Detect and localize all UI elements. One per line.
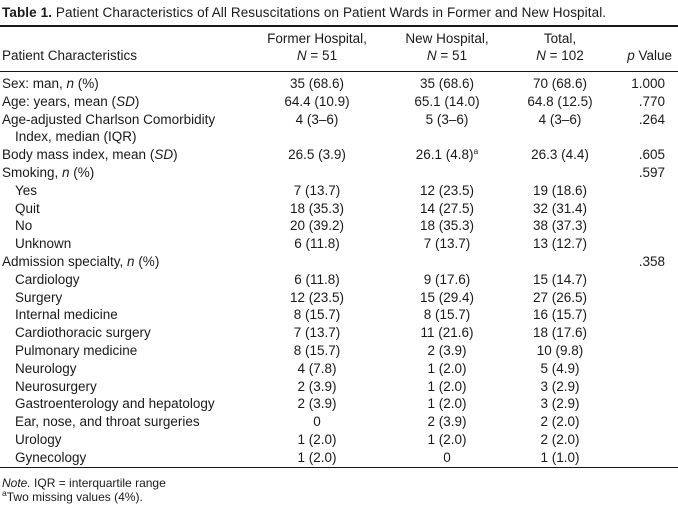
cell-total: 1 (1.0): [540, 449, 580, 465]
cell-former: 6 (11.8): [294, 271, 340, 287]
cell-new-hospital: 2 (3.9): [427, 414, 467, 430]
cell-label: Internal medicine: [15, 307, 118, 323]
cell-p-value: [616, 413, 678, 431]
cell-p-value: [616, 289, 678, 307]
cell-new-hospital: 1 (2.0): [427, 360, 467, 376]
cell-p-value: [616, 360, 678, 378]
cell-p-value: .264: [638, 111, 665, 127]
cell-p-value: [616, 395, 678, 413]
cell-former: 2 (3.9): [297, 396, 337, 412]
cell-former: 7 (13.7): [293, 325, 341, 341]
cell-new-hospital: 26.1 (4.8)$^a$: [415, 146, 479, 163]
cell-former: 6 (11.8): [294, 236, 340, 252]
cell-new-hospital: 7 (13.7): [423, 236, 471, 252]
cell-label: Cardiothoracic surgery: [15, 325, 151, 341]
cell-label: Quit: [15, 200, 40, 216]
cell-p-value: [616, 324, 678, 342]
cell-total: 19 (18.6): [532, 182, 588, 198]
cell-p-value: .358: [638, 253, 665, 269]
cell-new-hospital: 65.1 (14.0): [414, 93, 480, 109]
table-row: [0, 146, 678, 164]
cell-new-hospital: 15 (29.4): [419, 289, 475, 305]
cell-new-hospital: 9 (17.6): [423, 271, 471, 287]
cell-total: 18 (17.6): [532, 325, 588, 341]
cell-new-hospital: 0: [443, 449, 451, 465]
cell-former: [244, 164, 390, 182]
cell-former: 64.4 (10.9): [284, 93, 350, 109]
table-footnotes: [2, 476, 678, 505]
cell-total: 3 (2.9): [540, 396, 580, 412]
table-row: [0, 200, 678, 218]
cell-label: Urology: [15, 431, 62, 447]
cell-total: 32 (31.4): [532, 200, 588, 216]
cell-total: [504, 253, 616, 271]
table-row: [0, 395, 678, 413]
cell-new-hospital: 35 (68.6): [419, 76, 475, 91]
table-row: [0, 289, 678, 307]
cell-former: 35 (68.6): [289, 76, 345, 91]
cell-p-value: .770: [638, 93, 665, 109]
table-title-text: Patient Characteristics of All Resuscitations on Patient Wards in Former and New Hospital.: [52, 5, 607, 20]
cell-label: Neurosurgery: [15, 378, 97, 394]
cell-p-value: .605: [638, 147, 665, 163]
table-row: [0, 449, 678, 467]
cell-p-value: .597: [638, 164, 665, 180]
cell-p-value: [616, 182, 678, 200]
cell-total: 3 (2.9): [540, 378, 580, 394]
cell-former: 18 (35.3): [289, 200, 345, 216]
cell-label: Age-adjusted Charlson Comorbidity Index, median (IQR): [2, 111, 216, 145]
table-header: [0, 26, 678, 72]
cell-former: 12 (23.5): [289, 289, 345, 305]
cell-new-hospital: 1 (2.0): [427, 378, 467, 394]
cell-total: 16 (15.7): [532, 307, 588, 323]
table-row: [0, 413, 678, 431]
cell-former: 8 (15.7): [293, 307, 341, 323]
table-row: [0, 253, 678, 271]
cell-former: 4 (7.8): [297, 360, 337, 376]
cell-total: [504, 164, 616, 182]
table-row: [0, 235, 678, 253]
cell-new-hospital: 8 (15.7): [423, 307, 471, 323]
cell-label: Sex: man, n (%): [2, 76, 99, 91]
cell-former: 7 (13.7): [293, 182, 341, 198]
cell-label: Ear, nose, and throat surgeries: [15, 414, 200, 430]
footnote-marker: a: [473, 146, 479, 157]
table-caption: [2, 4, 678, 21]
cell-total: 2 (2.0): [540, 431, 580, 447]
cell-new-hospital: 11 (21.6): [420, 325, 474, 341]
patient-characteristics-table: [0, 25, 678, 468]
cell-total: 38 (37.3): [532, 218, 588, 234]
table-row: [0, 164, 678, 182]
cell-p-value: [616, 342, 678, 360]
cell-former: 20 (39.2): [289, 218, 345, 234]
cell-former: 1 (2.0): [297, 449, 337, 465]
footnote-note: Note. IQR = interquartile range: [2, 475, 166, 490]
cell-p-value: [616, 449, 678, 467]
cell-new-hospital: 1 (2.0): [427, 396, 467, 412]
cell-p-value: [616, 271, 678, 289]
cell-former: 0: [313, 414, 321, 430]
cell-former: 4 (3–6): [295, 111, 339, 127]
footnote-a: $^a$Two missing values (4%).: [2, 488, 143, 505]
column-header-p-value: p Value: [616, 26, 678, 72]
cell-label: Gastroenterology and hepatology: [15, 396, 215, 412]
cell-total: 27 (26.5): [532, 289, 588, 305]
cell-total: 15 (14.7): [532, 271, 588, 287]
table-row: [0, 342, 678, 360]
cell-total: 10 (9.8): [536, 342, 584, 358]
cell-p-value: [616, 200, 678, 218]
cell-label: Age: years, mean (SD): [2, 93, 140, 109]
cell-new-hospital: 2 (3.9): [427, 342, 467, 358]
table-row: [0, 111, 678, 147]
column-header-total: Total, N = 102: [504, 26, 616, 72]
cell-new-hospital: [390, 164, 504, 182]
cell-total: 64.8 (12.5): [527, 93, 593, 109]
cell-p-value: [616, 217, 678, 235]
cell-former: 1 (2.0): [297, 431, 337, 447]
cell-label: Admission specialty, n (%): [2, 253, 160, 269]
cell-new-hospital: 14 (27.5): [419, 200, 475, 216]
table-row: [0, 360, 678, 378]
table-row: [0, 271, 678, 289]
cell-former: 26.5 (3.9): [288, 147, 346, 163]
cell-label: Neurology: [15, 360, 77, 376]
cell-total: 70 (68.6): [532, 76, 588, 91]
cell-label: Pulmonary medicine: [15, 342, 138, 358]
column-header-patient-characteristics: Patient Characteristics: [0, 26, 244, 72]
cell-p-value: [616, 378, 678, 396]
cell-new-hospital: 18 (35.3): [419, 218, 475, 234]
cell-label: Surgery: [15, 289, 63, 305]
cell-label: Gynecology: [15, 449, 87, 465]
cell-label: Smoking, n (%): [2, 164, 95, 180]
table-row: [0, 93, 678, 111]
table-body: [0, 72, 678, 468]
column-header-new-hospital: New Hospital, N = 51: [390, 26, 504, 72]
cell-total: 4 (3–6): [538, 111, 582, 127]
table-row: [0, 306, 678, 324]
cell-total: 26.3 (4.4): [531, 147, 589, 163]
cell-p-value: [616, 431, 678, 449]
cell-label: Unknown: [15, 236, 72, 252]
cell-total: 13 (12.7): [532, 236, 588, 252]
table-row: [0, 182, 678, 200]
cell-p-value: [616, 306, 678, 324]
cell-new-hospital: 1 (2.0): [427, 431, 467, 447]
cell-p-value: 1.000: [631, 76, 665, 91]
cell-new-hospital: 5 (3–6): [425, 111, 469, 127]
cell-new-hospital: 12 (23.5): [419, 182, 475, 198]
cell-p-value: [616, 235, 678, 253]
column-header-former-hospital: Former Hospital, N = 51: [244, 26, 390, 72]
cell-label: Body mass index, mean (SD): [2, 147, 178, 163]
cell-new-hospital: [390, 253, 504, 271]
cell-former: [244, 253, 390, 271]
cell-label: Yes: [15, 182, 38, 198]
cell-label: Cardiology: [15, 271, 80, 287]
table-row: [0, 431, 678, 449]
cell-former: 8 (15.7): [293, 342, 341, 358]
cell-former: 2 (3.9): [297, 378, 337, 394]
table-row: [0, 324, 678, 342]
cell-total: 5 (4.9): [540, 360, 580, 376]
cell-total: 2 (2.0): [540, 414, 580, 430]
table-row: [0, 72, 678, 93]
table-row: [0, 217, 678, 235]
table-row: [0, 378, 678, 396]
table-number: Table 1.: [2, 5, 53, 20]
cell-label: No: [15, 218, 33, 234]
